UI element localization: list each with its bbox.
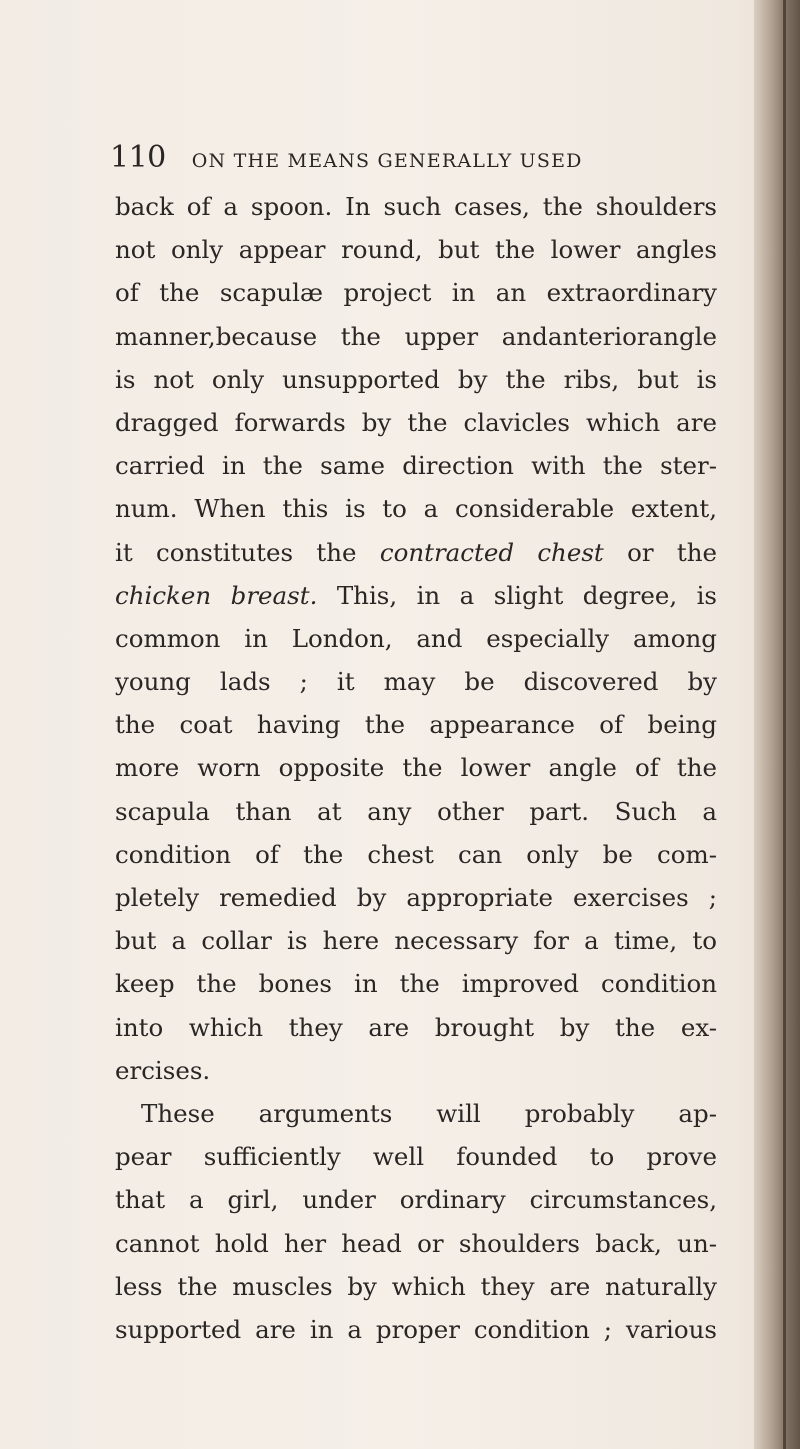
text-segment: it constitutes the [115,537,380,567]
text-line [115,790,717,833]
text-line [115,1308,717,1351]
text-segment: cannot hold her head or shoulders back, un- [115,1228,717,1258]
text-segment: or the [603,537,718,567]
text-segment: less the muscles by which they are naturally [115,1271,717,1301]
text-line [115,487,717,530]
text-segment: scapula than at any other part. Such a [115,796,717,826]
text-segment: but a collar is here necessary for a time, to [115,926,717,956]
text-segment: pear sufficiently well founded to prove [115,1142,717,1172]
text-segment: supported are in a proper condition ; various [115,1314,717,1344]
text-segment: ercises. [115,1055,211,1085]
text-segment: is not only unsupported by the ribs, but is [115,364,717,394]
text-segment: carried in the same direction with the ster- [115,451,717,481]
page-number: 110 [110,140,166,175]
text-line [115,876,717,919]
text-line [115,1092,717,1135]
text-segment: This, in a slight degree, is [317,580,717,610]
text-line [115,444,717,487]
text-segment: the coat having the appearance of being [115,710,717,740]
text-line [115,660,717,703]
text-line [115,531,717,574]
text-line [115,228,717,271]
text-line [115,401,717,444]
text-segment: of the scapulæ project in an extraordinary [115,278,717,308]
italic-text-segment: contracted chest [379,537,604,567]
text-line [115,271,717,314]
text-line [115,1049,717,1092]
body-text [115,185,717,1351]
italic-text-segment: chicken breast. [115,580,318,610]
text-line [115,574,717,617]
text-segment: common in London, and especially among [115,623,717,653]
text-segment: not only appear round, but the lower angles [115,235,717,265]
running-head: ON THE MEANS GENERALLY USED [191,150,583,172]
page-edge-shadow [754,0,800,1449]
text-segment: more worn opposite the lower angle of the [115,753,717,783]
text-segment: condition of the chest can only be com- [115,839,717,869]
page-edge-line [783,0,786,1449]
text-segment: that a girl, under ordinary circumstances, [115,1185,717,1215]
text-line [115,1265,717,1308]
text-segment: These arguments will probably ap- [141,1098,717,1128]
text-line [115,833,717,876]
text-segment: num. When this is to a considerable extent, [115,494,717,524]
text-line [115,1222,717,1265]
text-segment: young lads ; it may be discovered by [115,667,717,697]
text-line [115,358,717,401]
text-line [115,962,717,1005]
text-segment: manner,because the upper andanteriorangle [115,321,717,351]
text-line [115,1178,717,1221]
text-line [115,919,717,962]
text-segment: into which they are brought by the ex- [115,1012,717,1042]
text-line [115,746,717,789]
text-line [115,315,717,358]
text-line [115,1135,717,1178]
text-segment: dragged forwards by the clavicles which are [115,407,717,437]
text-line [115,1006,717,1049]
text-segment: back of a spoon. In such cases, the shoulders [115,192,717,221]
text-line [115,617,717,660]
text-line [115,703,717,746]
page-header [110,140,583,180]
text-segment: pletely remedied by appropriate exercises ; [115,883,717,912]
text-line [115,185,717,228]
text-segment: keep the bones in the improved condition [115,969,717,999]
